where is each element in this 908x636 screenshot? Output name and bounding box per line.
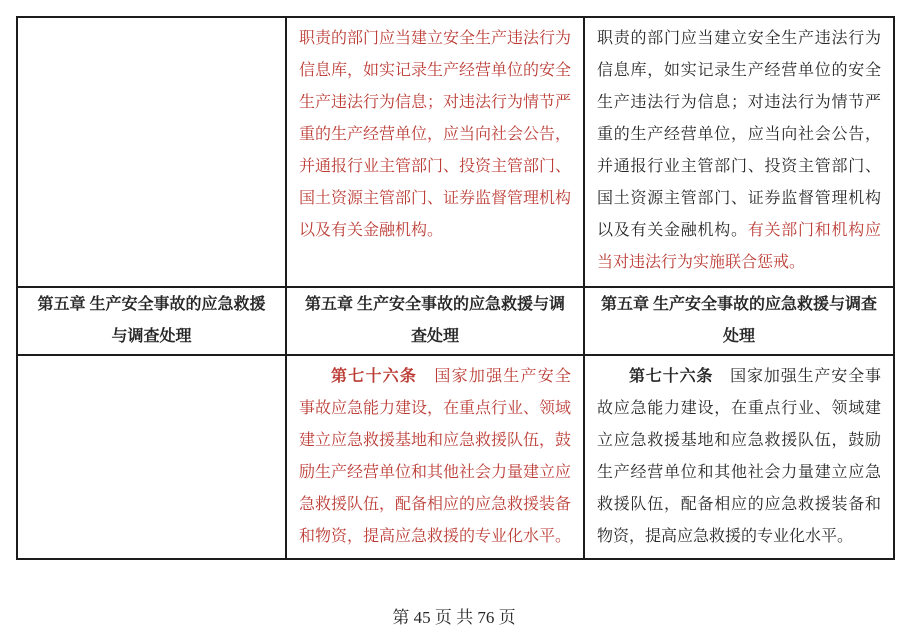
text-segment: 国家加强生产安全事故应急能力建设，在重点行业、领域建立应急救援基地和应急救援队伍，鼓励生产经营单位和其他社会力量建立应急救援队伍，配备相应的应急救援装备和物资，提高应急救援的专业化水平。 [299,368,572,545]
cell-col-right-row-article-75-continuation [585,18,893,286]
text-segment: 第七十六条 [331,368,418,385]
cell-text [30,289,273,353]
comparison-table [16,16,895,560]
text-segment: 第七十六条 [629,368,714,385]
cell-col-left-row-article-76 [18,356,287,558]
cell-text [597,361,881,553]
cell-col-left-row-chapter-5-heading [18,288,287,354]
row-article-75-continuation [18,18,893,288]
cell-text [597,289,881,353]
text-segment: 第五章 生产安全事故的应急救援与调查处理 [304,296,565,345]
cell-col-middle-row-chapter-5-heading [287,288,585,354]
cell-col-left-row-article-75-continuation [18,18,287,286]
row-chapter-5-heading [18,288,893,356]
text-segment: 第五章 生产安全事故的应急救援与调查处理 [37,296,266,345]
cell-col-right-row-article-76 [585,356,893,558]
page-number-footer: 第 45 页 共 76 页 [392,608,516,627]
cell-col-middle-row-article-76 [287,356,585,558]
text-segment: 职责的部门应当建立安全生产违法行为信息库，如实记录生产经营单位的安全生产违法行为信息；对违法行为情节严重的生产经营单位，应当向社会公告，并通报行业主管部门、投资主管部门、国土资源主管部门、证券监督管理机构以及有关金融机构。 [299,30,572,239]
row-article-76 [18,356,893,558]
text-segment: 第五章 生产安全事故的应急救援与调查处理 [600,296,877,345]
text-segment: 职责的部门应当建立安全生产违法行为信息库，如实记录生产经营单位的安全生产违法行为信息；对违法行为情节严重的生产经营单位，应当向社会公告，并通报行业主管部门、投资主管部门、国土资源主管部门、证券监督管理机构以及有关金融机构。 [597,30,881,239]
cell-col-middle-row-article-75-continuation [287,18,585,286]
cell-text [299,289,571,353]
text-segment: 国家加强生产安全事故应急能力建设，在重点行业、领域建立应急救援基地和应急救援队伍，鼓励生产经营单位和其他社会力量建立应急救援队伍，配备相应的应急救援装备和物资，提高应急救援的专业化水平。 [597,368,881,545]
cell-text [299,361,571,553]
cell-text [597,23,881,279]
cell-text [299,23,571,247]
cell-col-right-row-chapter-5-heading [585,288,893,354]
text-segment: 有关部门和机构应当对违法行为实施联合惩戒。 [597,222,881,271]
